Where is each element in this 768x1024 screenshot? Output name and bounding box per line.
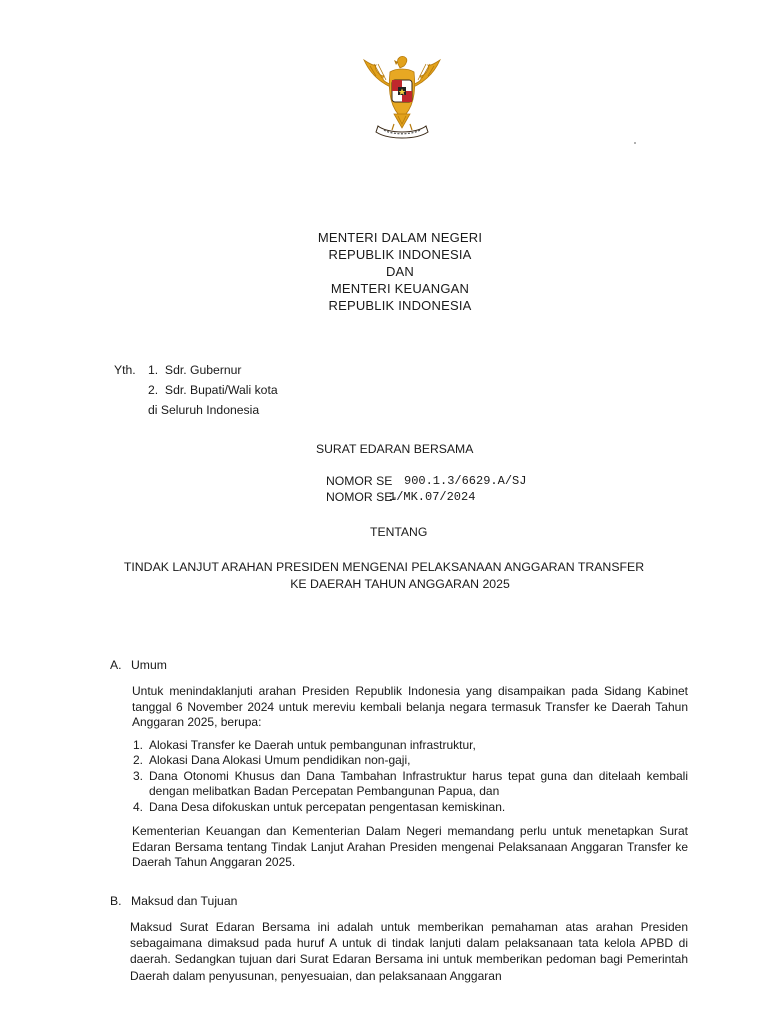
section-a-letter: A. [110,658,122,672]
list-item [133,738,688,753]
addressee-location: di Seluruh Indonesia [148,403,260,417]
number-value-1: 900.1.3/6629.A/SJ [404,474,527,488]
subject-line-1: TINDAK LANJUT ARAHAN PRESIDEN MENGENAI PELAKSANAAN ANGGARAN TRANSFER [123,560,645,574]
addressee-item-2: 2. Sdr. Bupati/Wali kota [148,383,278,397]
section-a-list [133,738,688,815]
garuda-emblem-icon [358,50,446,142]
list-item [133,753,688,768]
subject-line-2: KE DAERAH TAHUN ANGGARAN 2025 [290,577,510,591]
list-text: Dana Desa difokuskan untuk percepatan pengentasan kemiskinan. [149,799,506,814]
section-b-body: Maksud Surat Edaran Bersama ini adalah untuk memberikan pemahaman atas arahan Presiden sebagaimana dimaksud pada huruf A untuk di tindak lanjuti dalam pelaksanaan tata kelola APBD di daerah. Sedangkan tujuan dari Surat Edaran Bersama ini untuk memberikan pedoman bagi Pemerintah Daerah dalam penyusunan, penyesuaian, dan pelaksanaan Anggaran [130,920,688,983]
number-label-2: NOMOR SE- [326,490,397,504]
header-line-3: DAN [385,264,415,279]
list-number: 2. [133,753,144,768]
scan-speck [634,142,636,144]
header-line-1: MENTERI DALAM NEGERI [317,230,483,245]
list-text: Alokasi Transfer ke Daerah untuk pembangunan infrastruktur, [149,738,476,752]
list-item [133,800,688,815]
list-number: 3. [133,768,144,783]
header-line-5: REPUBLIK INDONESIA [328,298,472,313]
letter-type: SURAT EDARAN BERSAMA [316,442,474,456]
addressee-prefix: Yth. [114,363,136,377]
section-a-closing: Kementerian Keuangan dan Kementerian Dalam Negeri memandang perlu untuk menetapkan Surat Edaran Bersama tentang Tindak Lanjut Arahan Presiden mengenai Pelaksanaan Anggaran Transfer ke Daerah Tahun Anggaran 2025. [132,824,688,870]
section-a-intro: Untuk menindaklanjuti arahan Presiden Republik Indonesia yang disampaikan pada Sidang Kabinet tanggal 6 November 2024 untuk mereviu kembali belanja negara termasuk Transfer ke Daerah Tahun Anggaran 2025, berupa: [132,684,688,730]
header-line-2: REPUBLIK INDONESIA [328,247,472,262]
about-label: TENTANG [370,525,428,539]
list-number: 1. [133,738,144,752]
section-a-heading: Umum [131,658,167,672]
header-line-4: MENTERI KEUANGAN [330,281,470,296]
list-text: Dana Otonomi Khusus dan Dana Tambahan Infrastruktur harus tepat guna dan ditelaah kembali dengan melibatkan Badan Percepatan Pembangunan Papua, dan [149,768,688,799]
number-value-2: 1/MK.07/2024 [389,490,476,504]
section-b-heading: Maksud dan Tujuan [131,894,238,908]
list-text: Alokasi Dana Alokasi Umum pendidikan non-gaji, [149,753,411,768]
list-number: 4. [133,799,144,814]
number-label-1: NOMOR SE [326,474,393,488]
list-item [133,769,688,800]
section-b-letter: B. [110,894,122,908]
addressee-item-1: 1. Sdr. Gubernur [148,363,242,377]
